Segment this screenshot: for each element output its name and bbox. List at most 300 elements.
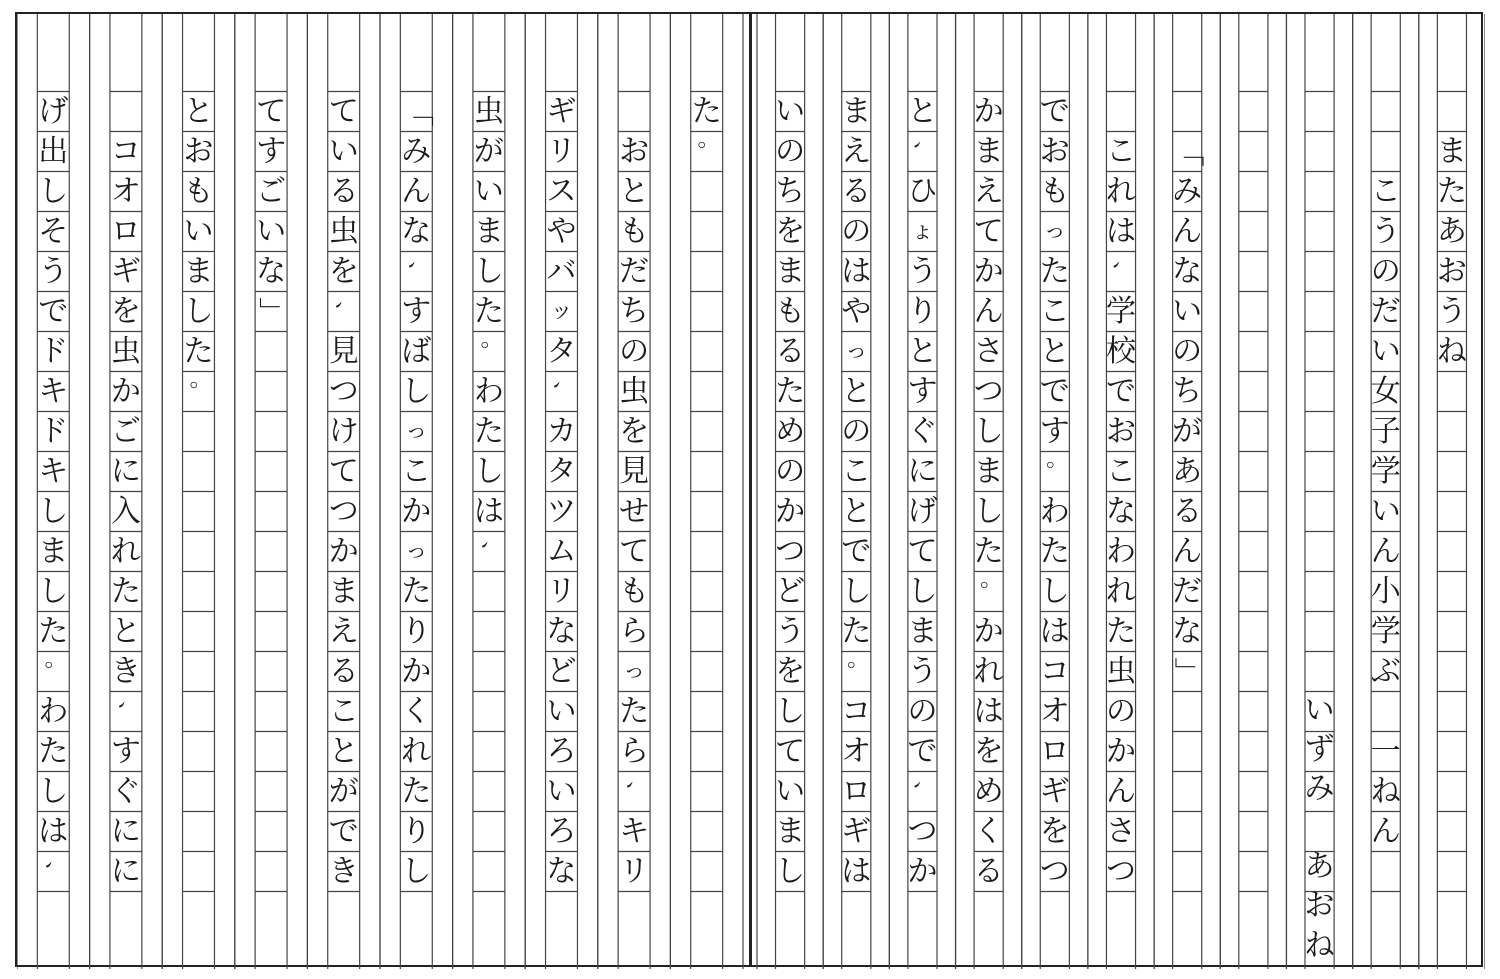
char-cell: す [907, 373, 938, 409]
char-cell: ス [546, 173, 577, 209]
char-cell: き [328, 853, 359, 889]
char-cell: て [328, 453, 359, 489]
char-cell: て [328, 93, 359, 129]
char-cell: お [1039, 133, 1070, 169]
char-cell: う [907, 253, 938, 289]
char-cell: あ [1172, 453, 1203, 489]
char-cell: い [1370, 493, 1401, 529]
char-cell: 。 [186, 380, 212, 403]
char-cell: つ [1105, 853, 1136, 889]
char-cell: み [1172, 173, 1203, 209]
char-cell: は [973, 693, 1004, 729]
char-cell: ん [1370, 813, 1401, 849]
char-cell: れ [110, 533, 141, 569]
char-cell: 、 [910, 140, 936, 163]
char-cell: ギ [110, 253, 141, 289]
char-cell: す [1039, 413, 1070, 449]
char-cell: し [183, 293, 214, 329]
char-cell: て [907, 533, 938, 569]
char-cell: ム [546, 533, 577, 569]
char-cell: ね [1370, 773, 1401, 809]
char-cell: ご [110, 413, 141, 449]
page-center-divider [749, 14, 752, 965]
char-cell: え [328, 613, 359, 649]
char-cell: が [473, 133, 504, 169]
char-cell: す [256, 133, 287, 169]
char-cell: み [401, 133, 432, 169]
char-cell: ド [38, 413, 69, 449]
char-cell: て [256, 93, 287, 129]
char-cell: ず [1304, 732, 1335, 768]
char-cell: 。 [1042, 460, 1068, 483]
char-cell: の [1105, 693, 1136, 729]
char-cell: ッ [550, 298, 573, 324]
text-column [1419, 14, 1485, 965]
char-cell: つ [775, 533, 806, 569]
char-cell: し [38, 773, 69, 809]
char-cell: ギ [546, 93, 577, 129]
char-cell: 、 [41, 860, 67, 883]
char-cell: も [619, 213, 650, 249]
char-cell: そ [38, 213, 69, 249]
char-cell: か [328, 533, 359, 569]
char-cell: ね [1304, 927, 1335, 963]
char-cell: で [1039, 373, 1070, 409]
char-cell: ん [973, 293, 1004, 329]
char-cell: 。 [476, 340, 502, 363]
text-column [1286, 14, 1352, 965]
char-cell: い [1304, 693, 1335, 729]
char-cell: の [775, 453, 806, 489]
char-cell: 校 [1105, 333, 1136, 369]
char-cell: つ [973, 373, 1004, 409]
char-cell: す [110, 733, 141, 769]
char-cell: 学 [1105, 293, 1136, 329]
char-cell: を [110, 293, 141, 329]
char-cell: れ [973, 653, 1004, 689]
char-cell: ま [775, 253, 806, 289]
char-cell: 虫 [619, 373, 650, 409]
char-cell: コ [110, 133, 141, 169]
char-cell: ま [328, 573, 359, 609]
char-cell: さ [973, 333, 1004, 369]
char-cell: た [473, 413, 504, 449]
char-cell: を [1039, 813, 1070, 849]
text-column [17, 14, 90, 965]
char-cell: な [1105, 493, 1136, 529]
char-cell: き [110, 653, 141, 689]
char-cell: つ [907, 813, 938, 849]
char-cell: ま [38, 533, 69, 569]
char-cell: お [183, 133, 214, 169]
char-cell: オ [1039, 693, 1070, 729]
char-cell: わ [38, 693, 69, 729]
char-cell: を [328, 253, 359, 289]
char-cell: て [619, 533, 650, 569]
char-cell: で [841, 533, 872, 569]
char-cell: ね [1436, 333, 1467, 369]
char-cell: は [473, 493, 504, 529]
char-cell: は [38, 813, 69, 849]
char-cell: な [546, 853, 577, 889]
char-cell: り [907, 293, 938, 329]
text-column [1353, 14, 1419, 965]
char-cell: く [401, 693, 432, 729]
char-cell: ツ [546, 493, 577, 529]
char-cell: タ [546, 333, 577, 369]
char-cell: と [841, 373, 872, 409]
char-cell: こ [841, 453, 872, 489]
char-cell: た [38, 613, 69, 649]
char-cell: 」 [1170, 656, 1206, 687]
char-cell: 、 [476, 540, 502, 563]
char-cell: の [841, 413, 872, 449]
char-cell: め [775, 413, 806, 449]
char-cell: た [401, 573, 432, 609]
char-cell: る [973, 853, 1004, 889]
char-cell: か [973, 613, 1004, 649]
text-column [1220, 14, 1286, 965]
text-column [1022, 14, 1088, 965]
char-cell: に [907, 453, 938, 489]
char-cell: ひ [907, 173, 938, 209]
char-cell: い [775, 93, 806, 129]
char-cell: け [328, 413, 359, 449]
char-cell: と [841, 493, 872, 529]
char-cell: は [841, 253, 872, 289]
char-cell: お [1436, 253, 1467, 289]
char-cell: う [38, 253, 69, 289]
char-cell: し [973, 493, 1004, 529]
char-cell: た [1039, 253, 1070, 289]
char-cell: こ [1370, 173, 1401, 209]
char-cell: し [473, 453, 504, 489]
text-column [380, 14, 453, 965]
text-column [956, 14, 1022, 965]
char-cell: た [401, 773, 432, 809]
char-cell: 、 [1108, 260, 1134, 283]
char-cell: を [775, 213, 806, 249]
char-cell: 。 [41, 660, 67, 683]
char-cell: の [1370, 253, 1401, 289]
char-cell: え [973, 173, 1004, 209]
char-cell: ま [473, 213, 504, 249]
char-cell: 虫 [110, 333, 141, 369]
text-column [1088, 14, 1154, 965]
char-cell: り [401, 813, 432, 849]
char-cell: の [1172, 333, 1203, 369]
char-cell: な [256, 253, 287, 289]
char-cell: い [546, 693, 577, 729]
char-cell: ん [401, 173, 432, 209]
char-cell: 虫 [328, 213, 359, 249]
char-cell: 見 [619, 453, 650, 489]
char-cell: に [110, 453, 141, 489]
char-cell: か [1105, 733, 1136, 769]
char-cell: ま [1436, 133, 1467, 169]
char-cell: う [1370, 213, 1401, 249]
char-cell: か [973, 93, 1004, 129]
char-cell: と [110, 613, 141, 649]
manuscript-sheet [15, 12, 1483, 967]
char-cell: て [973, 213, 1004, 249]
char-cell: 。 [694, 140, 720, 163]
char-cell: こ [1105, 133, 1136, 169]
char-cell: れ [1105, 173, 1136, 209]
char-cell: ろ [546, 733, 577, 769]
char-cell: な [1172, 613, 1203, 649]
char-cell: こ [328, 693, 359, 729]
char-cell: っ [405, 418, 428, 444]
char-cell: ま [775, 813, 806, 849]
char-cell: 小 [1370, 573, 1401, 609]
char-cell: 、 [622, 780, 648, 803]
char-cell: 学 [1370, 613, 1401, 649]
char-cell: リ [546, 573, 577, 609]
char-cell: と [907, 333, 938, 369]
char-cell: せ [619, 493, 650, 529]
char-cell: し [1039, 573, 1070, 609]
char-cell: ド [38, 333, 69, 369]
char-cell [1353, 692, 1419, 732]
char-cell: え [841, 133, 872, 169]
char-cell: と [183, 93, 214, 129]
char-cell: な [1172, 253, 1203, 289]
char-cell: た [1436, 173, 1467, 209]
char-cell: も [619, 573, 650, 609]
char-cell: で [907, 733, 938, 769]
char-cell: う [775, 613, 806, 649]
char-cell: 虫 [1105, 653, 1136, 689]
char-cell: た [841, 613, 872, 649]
char-cell: で [1105, 373, 1136, 409]
char-cell: い [183, 213, 214, 249]
char-cell: は [1105, 213, 1136, 249]
char-cell: わ [473, 373, 504, 409]
char-cell: た [1039, 533, 1070, 569]
char-cell: が [328, 773, 359, 809]
char-cell: も [775, 293, 806, 329]
char-cell: い [473, 173, 504, 209]
char-cell: タ [546, 453, 577, 489]
char-cell: キ [38, 373, 69, 409]
char-cell: お [1105, 413, 1136, 449]
char-cell: こ [1039, 293, 1070, 329]
char-cell: か [401, 653, 432, 689]
char-cell: し [38, 493, 69, 529]
char-cell: お [619, 133, 650, 169]
char-cell: を [973, 733, 1004, 769]
char-cell: わ [1105, 533, 1136, 569]
char-cell: 出 [38, 133, 69, 169]
char-cell: も [1039, 173, 1070, 209]
char-cell: い [1370, 333, 1401, 369]
char-cell: だ [619, 253, 650, 289]
char-cell: コ [841, 693, 872, 729]
char-cell: か [907, 853, 938, 889]
char-cell: ぐ [907, 413, 938, 449]
char-cell: コ [1039, 653, 1070, 689]
char-cell: つ [1039, 853, 1070, 889]
char-cell: り [401, 613, 432, 649]
char-cell: た [1105, 613, 1136, 649]
char-cell: う [907, 653, 938, 689]
char-cell: の [775, 133, 806, 169]
char-cell: か [973, 253, 1004, 289]
char-cell: る [328, 653, 359, 689]
char-cell: ょ [911, 218, 934, 244]
char-cell: ろ [546, 813, 577, 849]
text-column [1154, 14, 1220, 965]
char-cell: っ [845, 338, 868, 364]
char-cell: な [401, 213, 432, 249]
char-cell: っ [623, 658, 646, 684]
char-cell: げ [38, 93, 69, 129]
char-cell: リ [619, 853, 650, 889]
char-cell: れ [1105, 573, 1136, 609]
char-cell: っ [405, 538, 428, 564]
char-cell: ん [1172, 533, 1203, 569]
char-cell: ん [1172, 213, 1203, 249]
char-cell: 。 [976, 580, 1002, 603]
char-cell: ま [841, 93, 872, 129]
char-cell: る [841, 173, 872, 209]
char-cell: れ [401, 733, 432, 769]
char-cell: お [1304, 888, 1335, 924]
char-cell: カ [546, 413, 577, 449]
char-cell: リ [546, 133, 577, 169]
char-cell: く [973, 813, 1004, 849]
char-cell: が [1172, 413, 1203, 449]
char-cell: し [841, 573, 872, 609]
char-cell: ど [775, 573, 806, 609]
char-cell: し [401, 373, 432, 409]
char-cell: キ [38, 453, 69, 489]
char-cell: 」 [254, 296, 290, 327]
char-cell: い [775, 773, 806, 809]
char-cell: し [38, 173, 69, 209]
char-cell: た [973, 533, 1004, 569]
char-cell: は [1039, 613, 1070, 649]
char-cell: た [183, 333, 214, 369]
char-cell: ら [619, 733, 650, 769]
char-cell: ギ [1039, 773, 1070, 809]
char-cell: か [110, 373, 141, 409]
char-cell: し [473, 253, 504, 289]
char-cell: か [401, 493, 432, 529]
char-cell: い [256, 213, 287, 249]
char-cell: し [38, 573, 69, 609]
char-cell: ち [1172, 373, 1203, 409]
char-cell: 、 [910, 780, 936, 803]
text-column [889, 14, 955, 965]
char-cell: 。 [844, 660, 870, 683]
char-cell: め [973, 773, 1004, 809]
char-cell: た [619, 693, 650, 729]
char-cell: る [1172, 493, 1203, 529]
char-cell: 虫 [473, 93, 504, 129]
char-cell: ぐ [110, 773, 141, 809]
text-column [823, 14, 889, 965]
char-cell: あ [1436, 213, 1467, 249]
char-cell: バ [546, 253, 577, 289]
char-cell: て [775, 733, 806, 769]
char-cell: の [841, 213, 872, 249]
char-cell: わ [1039, 493, 1070, 529]
char-cell: し [775, 853, 806, 889]
char-cell: ば [401, 333, 432, 369]
char-cell: 見 [328, 333, 359, 369]
char-cell: ぶ [1370, 653, 1401, 689]
char-cell: ギ [841, 813, 872, 849]
char-cell: を [619, 413, 650, 449]
char-cell: う [1436, 293, 1467, 329]
char-cell: み [1304, 771, 1335, 807]
char-cell: 「 [399, 96, 435, 127]
char-cell: ら [619, 613, 650, 649]
char-cell: を [775, 653, 806, 689]
char-cell: げ [907, 493, 938, 529]
char-cell: た [775, 373, 806, 409]
char-cell: に [110, 853, 141, 889]
char-cell: つ [328, 373, 359, 409]
char-cell: と [328, 733, 359, 769]
char-cell: ど [546, 653, 577, 689]
char-cell: で [1039, 93, 1070, 129]
char-cell: キ [619, 813, 650, 849]
text-column [453, 14, 526, 965]
char-cell: で [328, 813, 359, 849]
char-cell: ん [1370, 533, 1401, 569]
char-cell: オ [841, 733, 872, 769]
text-column [670, 14, 743, 965]
char-cell: な [546, 613, 577, 649]
char-cell: と [1039, 333, 1070, 369]
char-cell: し [973, 413, 1004, 449]
char-cell: っ [1043, 218, 1066, 244]
text-column [525, 14, 598, 965]
char-cell: た [691, 93, 722, 129]
text-column [307, 14, 380, 965]
char-cell: ロ [841, 773, 872, 809]
char-cell: こ [1105, 453, 1136, 489]
char-cell: 、 [113, 700, 139, 723]
char-cell: で [38, 293, 69, 329]
char-cell: ロ [1039, 733, 1070, 769]
text-column [598, 14, 671, 965]
char-cell: と [619, 173, 650, 209]
char-cell: た [38, 733, 69, 769]
char-cell: す [401, 293, 432, 329]
char-cell: は [841, 853, 872, 889]
char-cell: か [775, 493, 806, 529]
char-cell: や [841, 293, 872, 329]
char-cell: ま [973, 453, 1004, 489]
text-column [235, 14, 308, 965]
char-cell: ん [1105, 773, 1136, 809]
char-cell: ロ [110, 213, 141, 249]
char-cell: だ [1370, 293, 1401, 329]
char-cell: の [619, 333, 650, 369]
char-cell: 「 [1170, 136, 1206, 167]
char-cell: た [473, 293, 504, 329]
char-cell: ご [256, 173, 287, 209]
char-cell: の [907, 693, 938, 729]
char-cell: 入 [110, 493, 141, 529]
char-cell: ち [619, 293, 650, 329]
char-cell: ま [973, 133, 1004, 169]
char-cell: に [110, 813, 141, 849]
